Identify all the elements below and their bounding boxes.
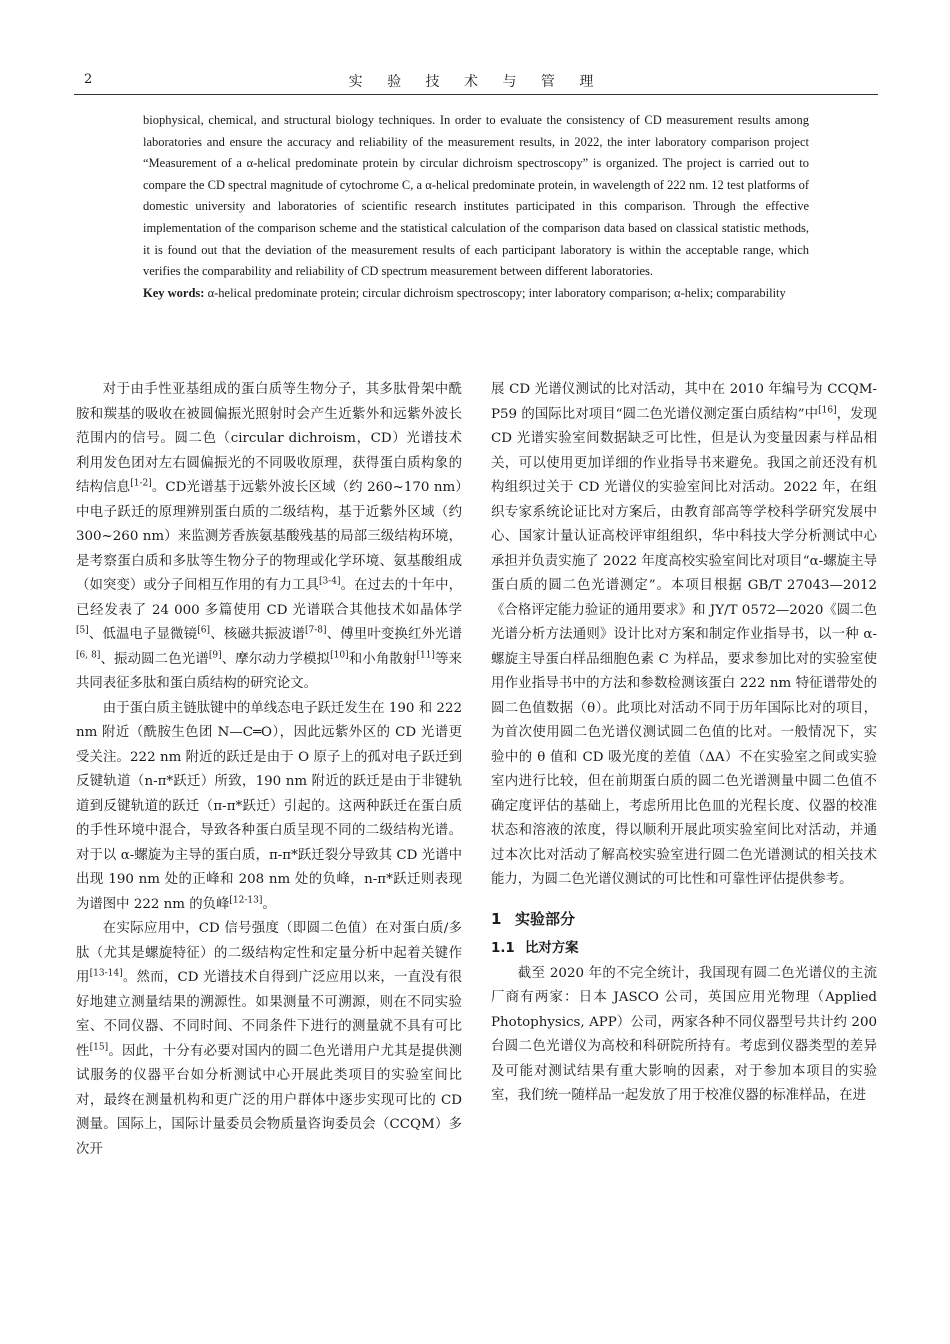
paragraph: 截至 2020 年的不完全统计，我国现有圆二色光谱仪的主流厂商有两家：日本 JASCO 公司，英国应用光物理（Applied Photophysics, APP）公司，两家各种不同仪器型号共计约 200 台圆二色光谱仪为高校和科研院所持有。考虑到仪器类型的差异及可能对测试结果有重大影响的因素，对于参加本项目的实验室，我们统一随样品一起发放了用于校准仪器的标准样品，在进	[491, 965, 877, 1103]
citation: [9]	[208, 650, 222, 661]
keywords-label: Key words:	[143, 285, 205, 300]
section-title: 实验部分	[515, 909, 576, 928]
citation: [12-13]	[229, 895, 263, 906]
english-abstract	[143, 110, 809, 304]
left-column	[76, 378, 462, 1162]
running-header	[74, 68, 878, 95]
right-column	[491, 378, 877, 1109]
paragraph: 对于由手性亚基组成的蛋白质等生物分子，其多肽骨架中酰胺和羰基的吸收在被圆偏振光照射时会产生近紫外和远紫外波长范围内的信号。圆二色（circular dichroism，CD）光谱技术利用发色团对左右圆偏振光的不同吸收原理，获得蛋白质构象的结构信息[1-2]。CD光谱基于远紫外波长区域（约 260~170 nm）中电子跃迁的原理辨别蛋白质的二级结构，基于近紫外区域（约300~260 nm）来监测芳香族氨基酸残基的局部三级结构环境，是考察蛋白质和多肽等生物分子的物理或化学环境、氨基酸组成（如突变）或分子间相互作用的有力工具[3-4]。在过去的十年中，已经发表了 24 000 多篇使用 CD 光谱联合其他技术如晶体学[5]、低温电子显微镜[6]、核磁共振波谱[7-8]、傅里叶变换红外光谱[6, 8]、振动圆二色光谱[9]、摩尔动力学模拟[10]和小角散射[11]等来共同表征多肽和蛋白质结构的研究论文。	[76, 382, 463, 691]
citation: [10]	[330, 650, 349, 661]
citation: [6]	[197, 625, 211, 636]
abstract-text: biophysical, chemical, and structural biology techniques. In order to evaluate the consistency of CD measurement results among laboratories and ensure the accuracy and reliability of the measurement results, in 2022, the inter laboratory comparison project “Measurement of a α-helical predominate protein by circular dichroism spectroscopy” is organized. The project is carried out to compare the CD spectral magnitude of cytochrome C, a α-helical predominate protein, in wavelength of 222 nm. 12 test platforms of domestic university and laboratories of scientific research institutes participated in this comparison. Through the effective implementation of the comparison scheme and the statistical calculation of the comparison data based on classical statistic methods, it is found out that the deviation of the measurement results of each participant laboratory is within the acceptable range, which verifies the comparability and reliability of CD spectrum measurement between different laboratories.	[143, 113, 809, 279]
paragraph: 在实际应用中，CD 信号强度（即圆二色值）在对蛋白质/多肽（尤其是螺旋特征）的二级结构定性和定量分析中起着关键作用[13-14]。然而，CD 光谱技术自得到广泛应用以来，一直没有很好地建立测量结果的溯源性。如果测量不可溯源，则在不同实验室、不同仪器、不同时间、不同条件下进行的测量就不具有可比性[15]。因此，十分有必要对国内的圆二色光谱用户尤其是提供测试服务的仪器平台如分析测试中心开展此类项目的实验室间比对，最终在测量机构和更广泛的用户群体中逐步实现可比的 CD 测量。国际上，国际计量委员会物质量咨询委员会（CCQM）多次开	[76, 921, 463, 1157]
page-number: 2	[84, 72, 93, 87]
subsection-title: 比对方案	[525, 941, 579, 956]
paragraph: 由于蛋白质主链肽键中的单线态电子跃迁发生在 190 和 222 nm 附近（酰胺生色团 N—C═O），因此远紫外区的 CD 光谱更受关注。222 nm 附近的跃迁是由于 O 原子上的孤对电子跃迁到反键轨道（n-π*跃迁）所致，190 nm 附近的跃迁是由于非键轨道到反键轨道的跃迁（π-π*跃迁）引起的。这两种跃迁在蛋白质的手性环境中混合，导致各种蛋白质呈现不同的二级结构光谱。对于以 α-螺旋为主导的蛋白质，π-π*跃迁裂分导致其 CD 光谱中出现 190 nm 处的正峰和 208 nm 处的负峰，n-π*跃迁则表现为谱图中 222 nm 的负峰[12-13]。	[76, 700, 462, 912]
subsection-number: 1.1	[491, 941, 515, 956]
citation: [7-8]	[305, 625, 327, 636]
citation: [1-2]	[130, 478, 152, 489]
paragraph: 展 CD 光谱仪测试的比对活动，其中在 2010 年编号为 CCQM-P59 的国际比对项目“圆二色光谱仪测定蛋白质结构”中[16]，发现 CD 光谱实验室间数据缺乏可比性，但是认为变量因素与样品相关，可以使用更加详细的作业指导书来避免。我国之前还没有机构组织过关于 CD 光谱仪的实验室间比对活动。2022 年，在组织专家系统论证比对方案后，由教育部高等学校科学研究发展中心、国家计量认证高校评审组组织，华中科技大学分析测试中心承担并负责实施了 2022 年度高校实验室间比对项目“α-螺旋主导蛋白质的圆二色光谱测定”。本项目根据 GB/T 27043—2012《合格评定能力验证的通用要求》和 JY/T 0572—2020《圆二色光谱分析方法通则》设计比对方案和制定作业指导书，以一种 α-螺旋主导蛋白样品细胞色素 C 为样品，要求参加比对的实验室使用作业指导书中的方法和参数检测该蛋白 222 nm 特征谱带处的圆二色值数据（θ）。此项比对活动不同于历年国际比对的项目，为首次使用圆二色光谱仪测试圆二色值的比对。一般情况下，实验中的 θ 值和 CD 吸光度的差值（ΔA）不在实验室之间或实验室内进行比较，但在前期蛋白质的圆二色光谱测量中圆二色值不确定度评估的基础上，考虑所用比色皿的光程长度、仪器的校准状态和溶液的浓度，得以顺利开展此项实验室间比对活动，并通过本次比对活动了解高校实验室进行圆二色光谱测试的相关技术能力，为圆二色光谱仪测试的可比性和可靠性评估提供参考。	[491, 382, 878, 887]
keywords-line	[143, 283, 809, 305]
citation: [15]	[89, 1042, 109, 1053]
citation: [6, 8]	[76, 650, 101, 661]
section-number: 1	[491, 909, 502, 928]
keywords-text: α-helical predominate protein; circular dichroism spectroscopy; inter laboratory comparison; α-helix; comparability	[207, 285, 786, 300]
section-heading	[491, 907, 877, 932]
journal-title: 实 验 技 术 与 管 理	[348, 74, 604, 90]
citation: [3-4]	[319, 576, 341, 587]
citation: [11]	[416, 650, 435, 661]
citation: [5]	[76, 625, 89, 636]
subsection-heading	[491, 937, 877, 962]
citation: [16]	[818, 405, 837, 416]
citation: [13-14]	[89, 968, 123, 979]
